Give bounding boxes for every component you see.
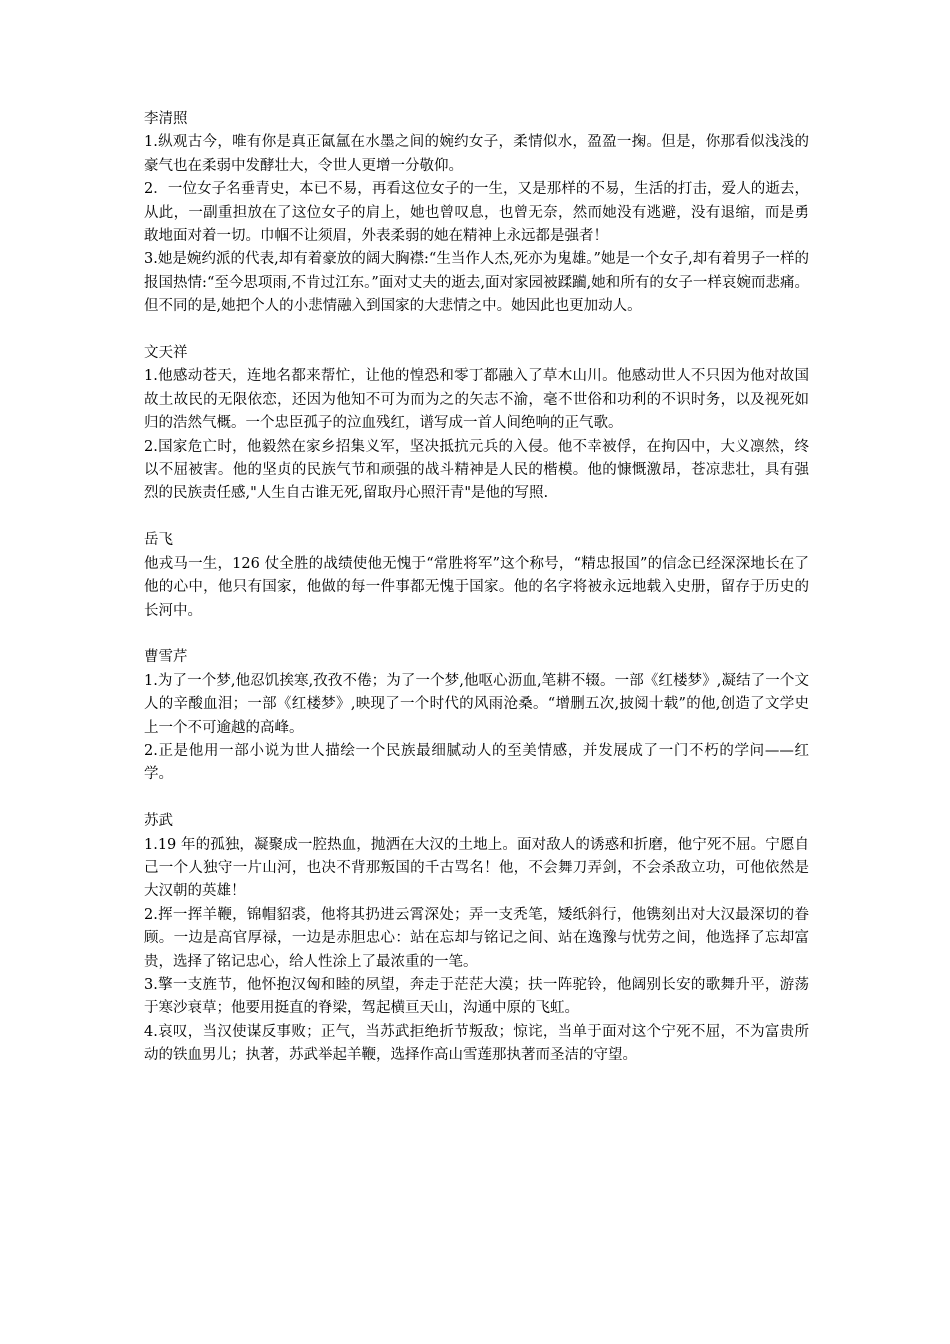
section-li-qingzhao — [144, 108, 809, 319]
paragraph: 1.纵观古今，唯有你是真正氤氲在水墨之间的婉约女子，柔情似水，盈盈一掬。但是，你那看似浅浅的豪气也在柔弱中发酵壮大，令世人更增一分敬仰。 — [144, 134, 809, 174]
section-cao-xueqin — [144, 646, 809, 786]
paragraph: 他戎马一生，126 仗全胜的战绩使他无愧于“常胜将军”这个称号，“精忠报国”的信念已经深深地长在了他的心中，他只有国家，他做的每一件事都无愧于国家。他的名字将被永远地载入史册，留存于历史的长河中。 — [144, 555, 809, 619]
paragraph: 2.正是他用一部小说为世人描绘一个民族最细腻动人的至美情感，并发展成了一门不朽的学问——红学。 — [144, 742, 809, 783]
section-title: 文天祥 — [144, 345, 188, 362]
section-title: 曹雪芹 — [144, 649, 188, 666]
section-su-wu — [144, 810, 809, 1067]
paragraph: 2．一位女子名垂青史，本已不易，再看这位女子的一生，又是那样的不易，生活的打击，爱人的逝去，从此，一副重担放在了这位女子的肩上，她也曾叹息，也曾无奈，然而她没有逃避，没有退缩，而是勇敢地面对着一切。巾帼不让须眉，外表柔弱的她在精神上永远都是强者！ — [144, 181, 809, 245]
paragraph: 3.擎一支旌节，他怀抱汉匈和睦的夙望，奔走于茫茫大漠；扶一阵驼铃，他阔别长安的歌舞升平，游荡于寒沙衰草；他要用挺直的脊梁，驾起横亘天山，沟通中原的飞虹。 — [144, 976, 809, 1017]
section-title: 岳飞 — [144, 532, 173, 549]
paragraph: 3.她是婉约派的代表,却有着豪放的阔大胸襟:“生当作人杰,死亦为鬼雄。”她是一个女子,却有着男子一样的报国热情:“至今思项雨,不肯过江东。”面对丈夫的逝去,面对家园被蹂躏,她和所有的女子一样哀婉而悲痛。但不同的是,她把个人的小悲情融入到国家的大悲情之中。她因此也更加动人。 — [144, 251, 809, 315]
document-page — [144, 108, 809, 1091]
paragraph: 4.哀叹，当汉使谋反事败；正气，当苏武拒绝折节叛敌；惊诧，当单于面对这个宁死不屈，不为富贵所动的铁血男儿；执著，苏武举起羊鞭，选择作高山雪莲那执著而圣洁的守望。 — [144, 1023, 809, 1064]
section-yue-fei — [144, 529, 809, 623]
paragraph: 2.国家危亡时，他毅然在家乡招集义军，坚决抵抗元兵的入侵。他不幸被俘，在拘囚中，大义凛然，终以不屈被害。他的坚贞的民族气节和顽强的战斗精神是人民的楷模。他的慷慨激昂，苍凉悲壮，具有强烈的民族责任感,"人生自古谁无死,留取丹心照汗青"是他的写照. — [144, 438, 809, 502]
paragraph: 1.19 年的孤独，凝聚成一腔热血，抛洒在大汉的土地上。面对敌人的诱惑和折磨，他宁死不屈。宁愿自己一个人独守一片山河，也决不背那叛国的千古骂名！他，不会舞刀弄剑，不会杀敌立功，可他依然是大汉朝的英雄！ — [144, 836, 809, 900]
paragraph: 1.他感动苍天，连地名都来帮忙，让他的惶恐和零丁都融入了草木山川。他感动世人不只因为他对故国故土故民的无限依恋，还因为他知不可为而为之的矢志不渝，毫不世俗和功利的不识时务，以及视死如归的浩然气概。一个忠臣孤子的泣血残红，谱写成一首人间绝响的正气歌。 — [144, 368, 809, 432]
section-wen-tianxiang — [144, 342, 809, 506]
paragraph: 1.为了一个梦,他忍饥挨寒,孜孜不倦；为了一个梦,他呕心沥血,笔耕不辍。一部《红楼梦》,凝结了一个文人的辛酸血泪；一部《红楼梦》,映现了一个时代的风雨沧桑。“增删五次,披阅十载”的他,创造了文学史上一个不可逾越的高峰。 — [144, 672, 809, 736]
paragraph: 2.挥一挥羊鞭，锦帽貂裘，他将其扔进云霄深处；弄一支秃笔，矮纸斜行，他镌刻出对大汉最深切的眷顾。一边是高官厚禄，一边是赤胆忠心：站在忘却与铭记之间、站在逸豫与忧劳之间，他选择了忘却富贵，选择了铭记忠心，给人性涂上了最浓重的一笔。 — [144, 906, 809, 970]
section-title: 苏武 — [144, 813, 173, 830]
section-title: 李清照 — [144, 111, 188, 127]
